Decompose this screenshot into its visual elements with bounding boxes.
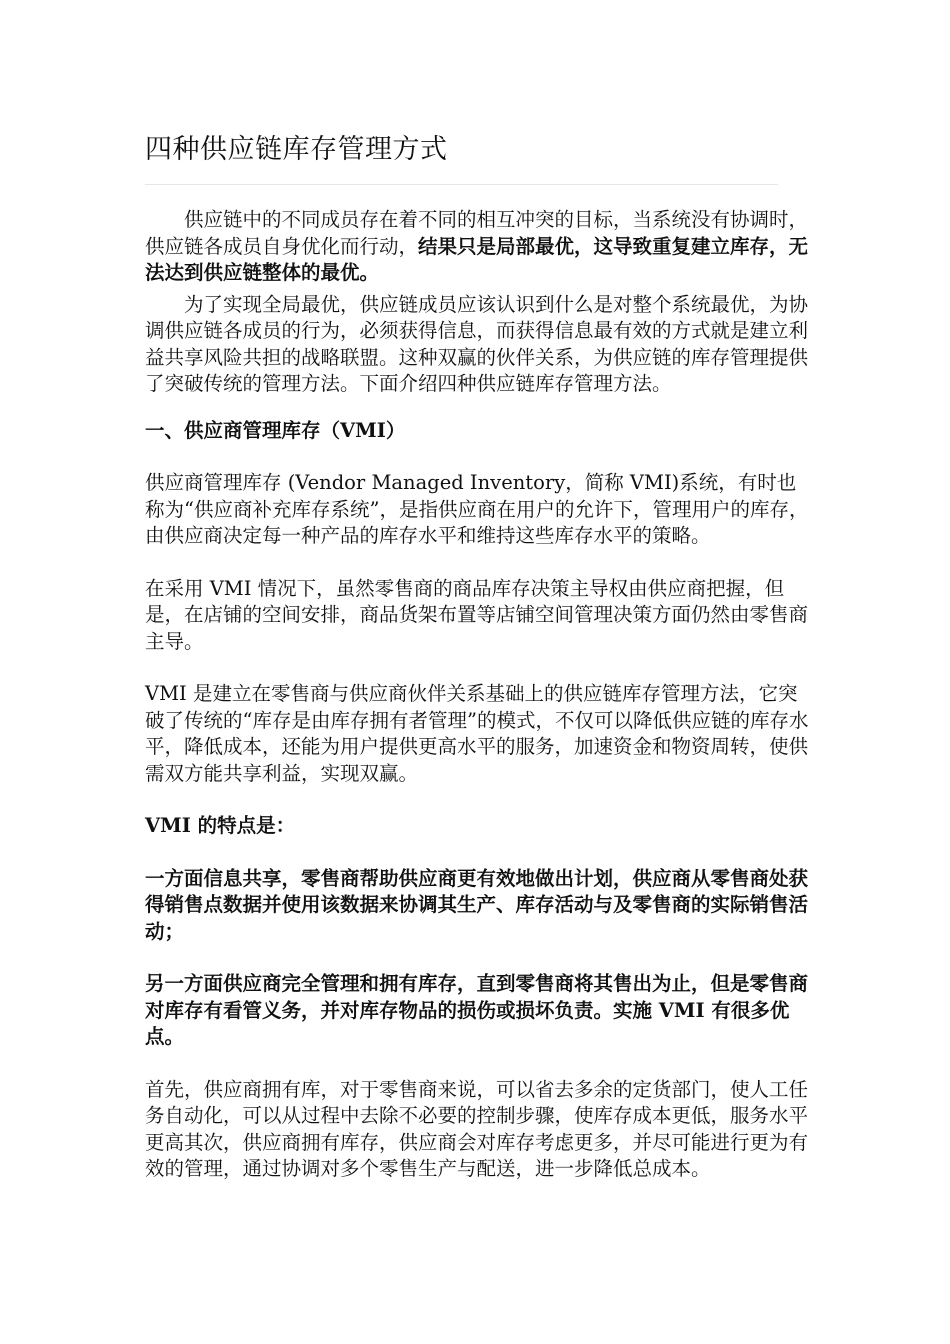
intro-paragraph-1 xyxy=(145,207,810,287)
vmi-features-label: VMI 的特点是： xyxy=(145,814,296,837)
vmi-advantages-paragraph: 首先，供应商拥有库，对于零售商来说，可以省去多余的定货部门，使人工任务自动化，可以从过程中去除不必要的控制步骤，使库存成本更低，服务水平更高其次，供应商拥有库存，供应商会对库存考虑更多，并尽可能进行更为有效的管理，通过协调对多个零售生产与配送，进一步降低总成本。 xyxy=(145,1077,809,1180)
section-heading-vmi: 一、供应商管理库存（VMI） xyxy=(145,418,406,442)
vmi-retailer-paragraph: 在采用 VMI 情况下，虽然零售商的商品库存决策主导权由供应商把握，但是，在店铺的空间安排，商品货架布置等店铺空间管理决策方面仍然由零售商主导。 xyxy=(145,576,809,653)
vmi-definition-paragraph: 供应商管理库存 (Vendor Managed Inventory，简称 VMI)系统，有时也称为“供应商补充库存系统”，是指供应商在用户的允许下，管理用户的库存，由供应商决定每一种产品的库存水平和维持这些库存水平的策略。 xyxy=(145,471,809,547)
document-body xyxy=(145,207,810,1183)
intro-paragraph-1-bold: 结果只是局部最优，这导致重复建立库存，无法达到供应链整体的最优。 xyxy=(145,234,809,284)
document-title: 四种供应链库存管理方式 xyxy=(145,134,448,165)
intro-paragraph-2: 为了实现全局最优，供应链成员应该认识到什么是对整个系统最优，为协调供应链各成员的行为，必须获得信息，而获得信息最有效的方式就是建立利益共享风险共担的战略联盟。这种双赢的伙伴关系，为供应链的库存管理提供了突破传统的管理方法。下面介绍四种供应链库存管理方法。 xyxy=(145,292,809,395)
title-divider xyxy=(145,184,778,185)
intro-paragraph-1-normal: 供应链中的不同成员存在着不同的相互冲突的目标，当系统没有协调时，供应链各成员自身优化而行动， xyxy=(145,208,809,258)
vmi-partnership-paragraph: VMI 是建立在零售商与供应商伙伴关系基础上的供应链库存管理方法，它突破了传统的“库存是由库存拥有者管理”的模式，不仅可以降低供应链的库存水平，降低成本，还能为用户提供更高水平的服务，加速资金和物资周转，使供需双方能共享利益，实现双赢。 xyxy=(145,682,809,785)
vmi-feature-1: 一方面信息共享，零售商帮助供应商更有效地做出计划，供应商从零售商处获得销售点数据并使用该数据来协调其生产、库存活动与及零售商的实际销售活动； xyxy=(145,866,809,943)
vmi-feature-2: 另一方面供应商完全管理和拥有库存，直到零售商将其售出为止，但是零售商对库存有看管义务，并对库存物品的损伤或损坏负责。实施 VMI 有很多优点。 xyxy=(145,972,809,1048)
